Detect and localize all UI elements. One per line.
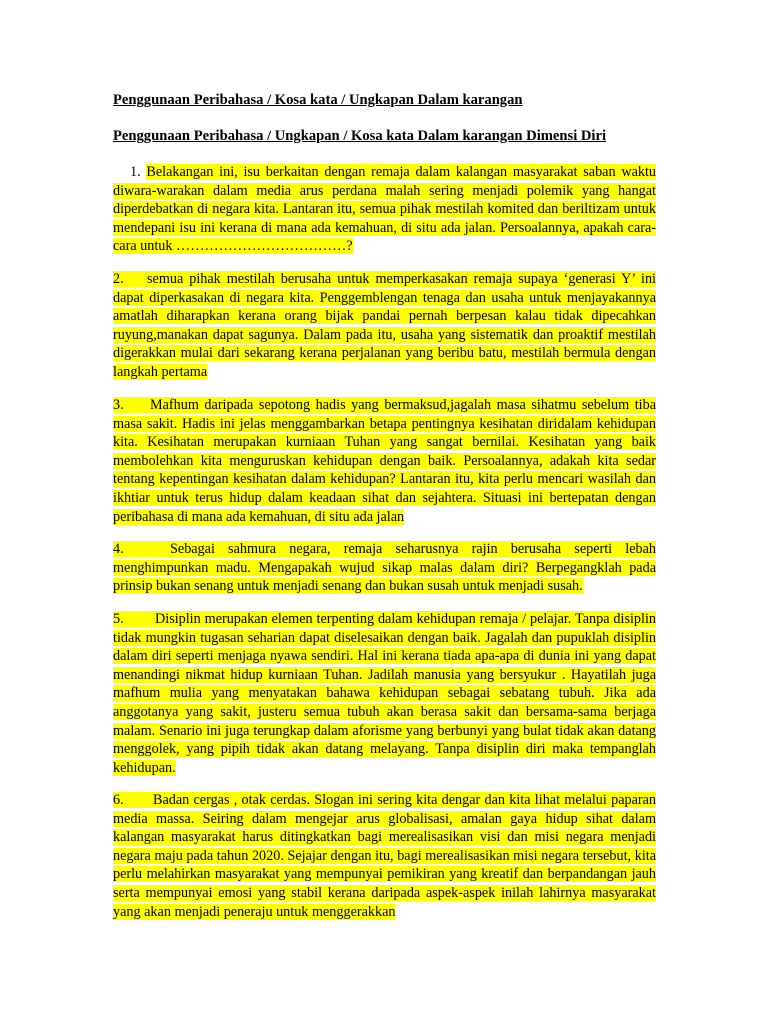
document-title: Penggunaan Peribahasa / Kosa kata / Ungkapan Dalam karangan xyxy=(113,92,523,108)
paragraph-number: 2. xyxy=(113,271,124,287)
paragraph-1 xyxy=(113,163,656,256)
paragraph-number: 3. xyxy=(113,397,124,413)
highlighted-text: Belakangan ini, isu berkaitan dengan remaja dalam kalangan masyarakat saban waktu diwara-warakan dalam media arus perdana malah sering menjadi polemik yang hangat diperdebatkan di negara kita. Lantaran itu, semua pihak mestilah komited dan beriltizam untuk mendepani isu ini kerana di mana ada kemahuan, di situ ada jalan. Persoalannya, apakah cara-cara untuk ………………………………? xyxy=(113,164,657,255)
paragraph-3 xyxy=(113,396,656,526)
paragraph-5 xyxy=(113,610,656,777)
paragraph-number: 6. xyxy=(113,792,124,808)
highlighted-text: Disiplin merupakan elemen terpenting dalam kehidupan remaja / pelajar. Tanpa disiplin tidak mungkin tugasan seharian dapat diselesaikan dengan baik. Jagalah dan pupuklah disiplin dalam diri seperti menjaga nyawa sendiri. Hal ini kerana tiada apa-apa di dunia ini yang dapat menandingi nikmat hidup kurniaan Tuhan. Jadilah manusia yang bersyukur . Hayatilah juga mafhum mulia yang menyatakan bahawa kehidupan sebagai sebatang tubuh. Jika ada anggotanya yang sakit, justeru semua tubuh akan berasa sakit dan bersama-sama berjaga malam. Senario ini juga terungkap dalam aforisme yang berbunyi yang bulat tidak akan datang menggolek, yang pipih tidak akan datang melayang. Tanpa disiplin diri maka tempanglah kehidupan. xyxy=(113,611,656,776)
highlighted-text: semua pihak mestilah berusaha untuk memperkasakan remaja supaya ‘generasi Y’ ini dapat diperkasakan di negara kita. Penggemblengan tenaga dan usaha untuk menjayakannya amatlah diharapkan kerana orang bijak pandai pernah berpesan kalau tidak dipecahkan ruyung,manakan dapat sagunya. Dalam pada itu, usaha yang sistematik dan proaktif mestilah digerakkan mulai dari sekarang kerana perjalanan yang beribu batu, mestilah bermula dengan langkah pertama xyxy=(113,271,656,380)
document-subtitle: Penggunaan Peribahasa / Ungkapan / Kosa kata Dalam karangan Dimensi Diri xyxy=(113,128,607,144)
paragraph-number: 5. xyxy=(113,611,124,627)
paragraph-number: 1. xyxy=(130,164,147,180)
highlighted-text: Mafhum daripada sepotong hadis yang bermaksud,jagalah masa sihatmu sebelum tiba masa sakit. Hadis ini jelas menggambarkan betapa pentingnya kesihatan diridalam kehidupan kita. Kesihatan merupakan kurniaan Tuhan yang sangat bernilai. Kesihatan yang baik membolehkan kita menguruskan kehidupan dengan baik. Persoalannya, adakah kita sedar tentang kepentingan kesihatan dalam kehidupan? Lantaran itu, kita perlu mencari wasilah dan ikhtiar untuk terus hidup dalam keadaan sihat dan sejahtera. Situasi ini bertepatan dengan peribahasa di mana ada kemahuan, di situ ada jalan xyxy=(113,397,656,525)
paragraph-2 xyxy=(113,270,656,382)
highlighted-text: Badan cergas , otak cerdas. Slogan ini sering kita dengar dan kita lihat melalui paparan media massa. Seiring dalam mengejar arus globalisasi, amalan gaya hidup sihat dalam kalangan masyarakat harus ditingkatkan bagi merealisasikan visi dan misi negara menjadi negara maju pada tahun 2020. Sejajar dengan itu, bagi merealisasikan misi negara tersebut, kita perlu melahirkan masyarakat yang mempunyai pemikiran yang kreatif dan berpandangan jauh serta mempunyai emosi yang stabil kerana daripada aspek-aspek inilah lahirnya masyarakat yang akan menjadi peneraju untuk menggerakkan xyxy=(113,792,656,920)
paragraph-6 xyxy=(113,791,656,921)
paragraph-4 xyxy=(113,540,656,596)
highlighted-text: Sebagai sahmura negara, remaja seharusnya rajin berusaha seperti lebah menghimpunkan madu. Mengapakah wujud sikap malas dalam diri? Berpegangklah pada prinsip bukan senang untuk menjadi senang dan bukan susah untuk menjadi susah. xyxy=(113,541,656,595)
paragraph-number: 4. xyxy=(113,541,124,557)
